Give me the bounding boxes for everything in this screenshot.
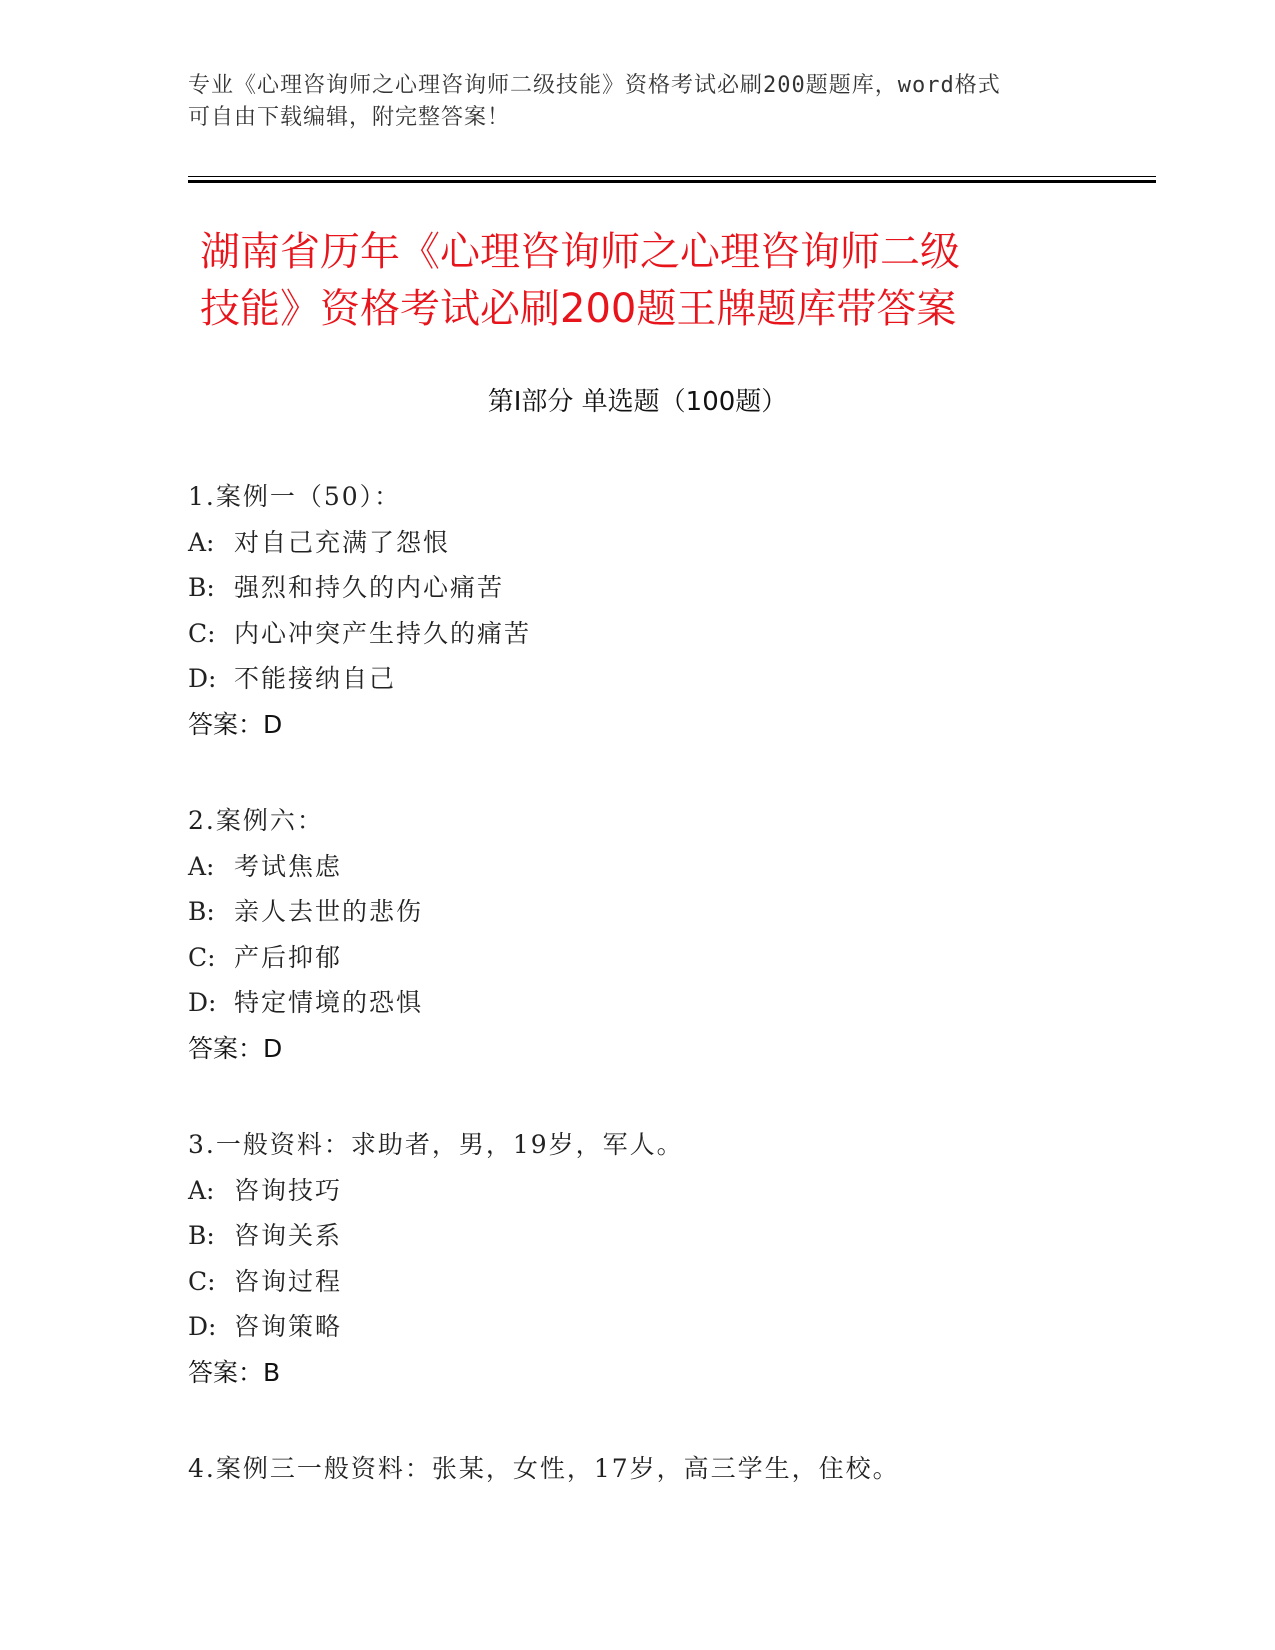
option-letter: C: [188,942,216,972]
option-text: 亲人去世的悲伤 [234,897,424,926]
option-letter: D: [188,988,217,1017]
option-b [188,565,1148,611]
answer-line: 答案：D [188,1033,283,1063]
option-letter: A: [188,527,215,557]
option-a [188,1168,1148,1214]
option-letter: C: [188,618,216,648]
answer-line: 答案：B [188,1357,281,1387]
question-stem: 2.案例六： [188,806,324,835]
document-title [200,224,1100,338]
question-3 [188,1122,1148,1395]
option-letter: C: [188,1266,216,1296]
option-text: 产后抑郁 [234,942,343,972]
header-divider-thick [188,180,1156,183]
option-text: 特定情境的恐惧 [234,988,424,1017]
header-note-line-1: 专业《心理咨询师之心理咨询师二级技能》资格考试必刷200题题库，word格式 [188,73,1001,98]
option-a [188,520,1148,566]
option-d [188,1304,1148,1350]
option-text: 咨询关系 [234,1221,343,1250]
option-text: 内心冲突产生持久的痛苦 [234,618,532,648]
option-letter: D: [188,664,217,693]
option-letter: A: [188,1175,215,1205]
question-stem: 4.案例三一般资料：张某，女性，17岁，高三学生，住校。 [188,1454,900,1483]
header-note-line-2: 可自由下载编辑，附完整答案！ [188,105,511,130]
option-letter: B: [188,573,215,602]
option-text: 不能接纳自己 [234,664,397,693]
option-b [188,1213,1148,1259]
header-divider-thin [188,176,1156,177]
option-text: 对自己充满了怨恨 [234,527,451,557]
option-c [188,611,1148,657]
document-title-line-2: 技能》资格考试必刷200题王牌题库带答案 [200,286,957,332]
question-stem: 3.一般资料：求助者，男，19岁，军人。 [188,1130,684,1159]
option-text: 强烈和持久的内心痛苦 [234,573,505,602]
option-a [188,844,1148,890]
option-text: 考试焦虑 [234,851,343,881]
question-stem: 1.案例一（50）： [188,482,402,511]
option-c [188,1259,1148,1305]
option-text: 咨询技巧 [234,1175,343,1205]
question-4 [188,1446,1148,1492]
question-2 [188,798,1148,1071]
question-1 [188,474,1148,747]
document-title-line-1: 湖南省历年《心理咨询师之心理咨询师二级 [200,229,960,275]
option-text: 咨询策略 [234,1312,343,1341]
option-letter: D: [188,1312,217,1341]
answer-line: 答案：D [188,709,283,739]
option-text: 咨询过程 [234,1266,343,1296]
option-letter: B: [188,1221,215,1250]
option-c [188,935,1148,981]
header-note [188,70,1068,134]
option-b [188,889,1148,935]
option-d [188,656,1148,702]
option-letter: A: [188,851,215,881]
option-letter: B: [188,897,215,926]
option-d [188,980,1148,1026]
section-title: 第Ⅰ部分 单选题（100题） [487,387,788,417]
question-list [188,474,1148,1543]
